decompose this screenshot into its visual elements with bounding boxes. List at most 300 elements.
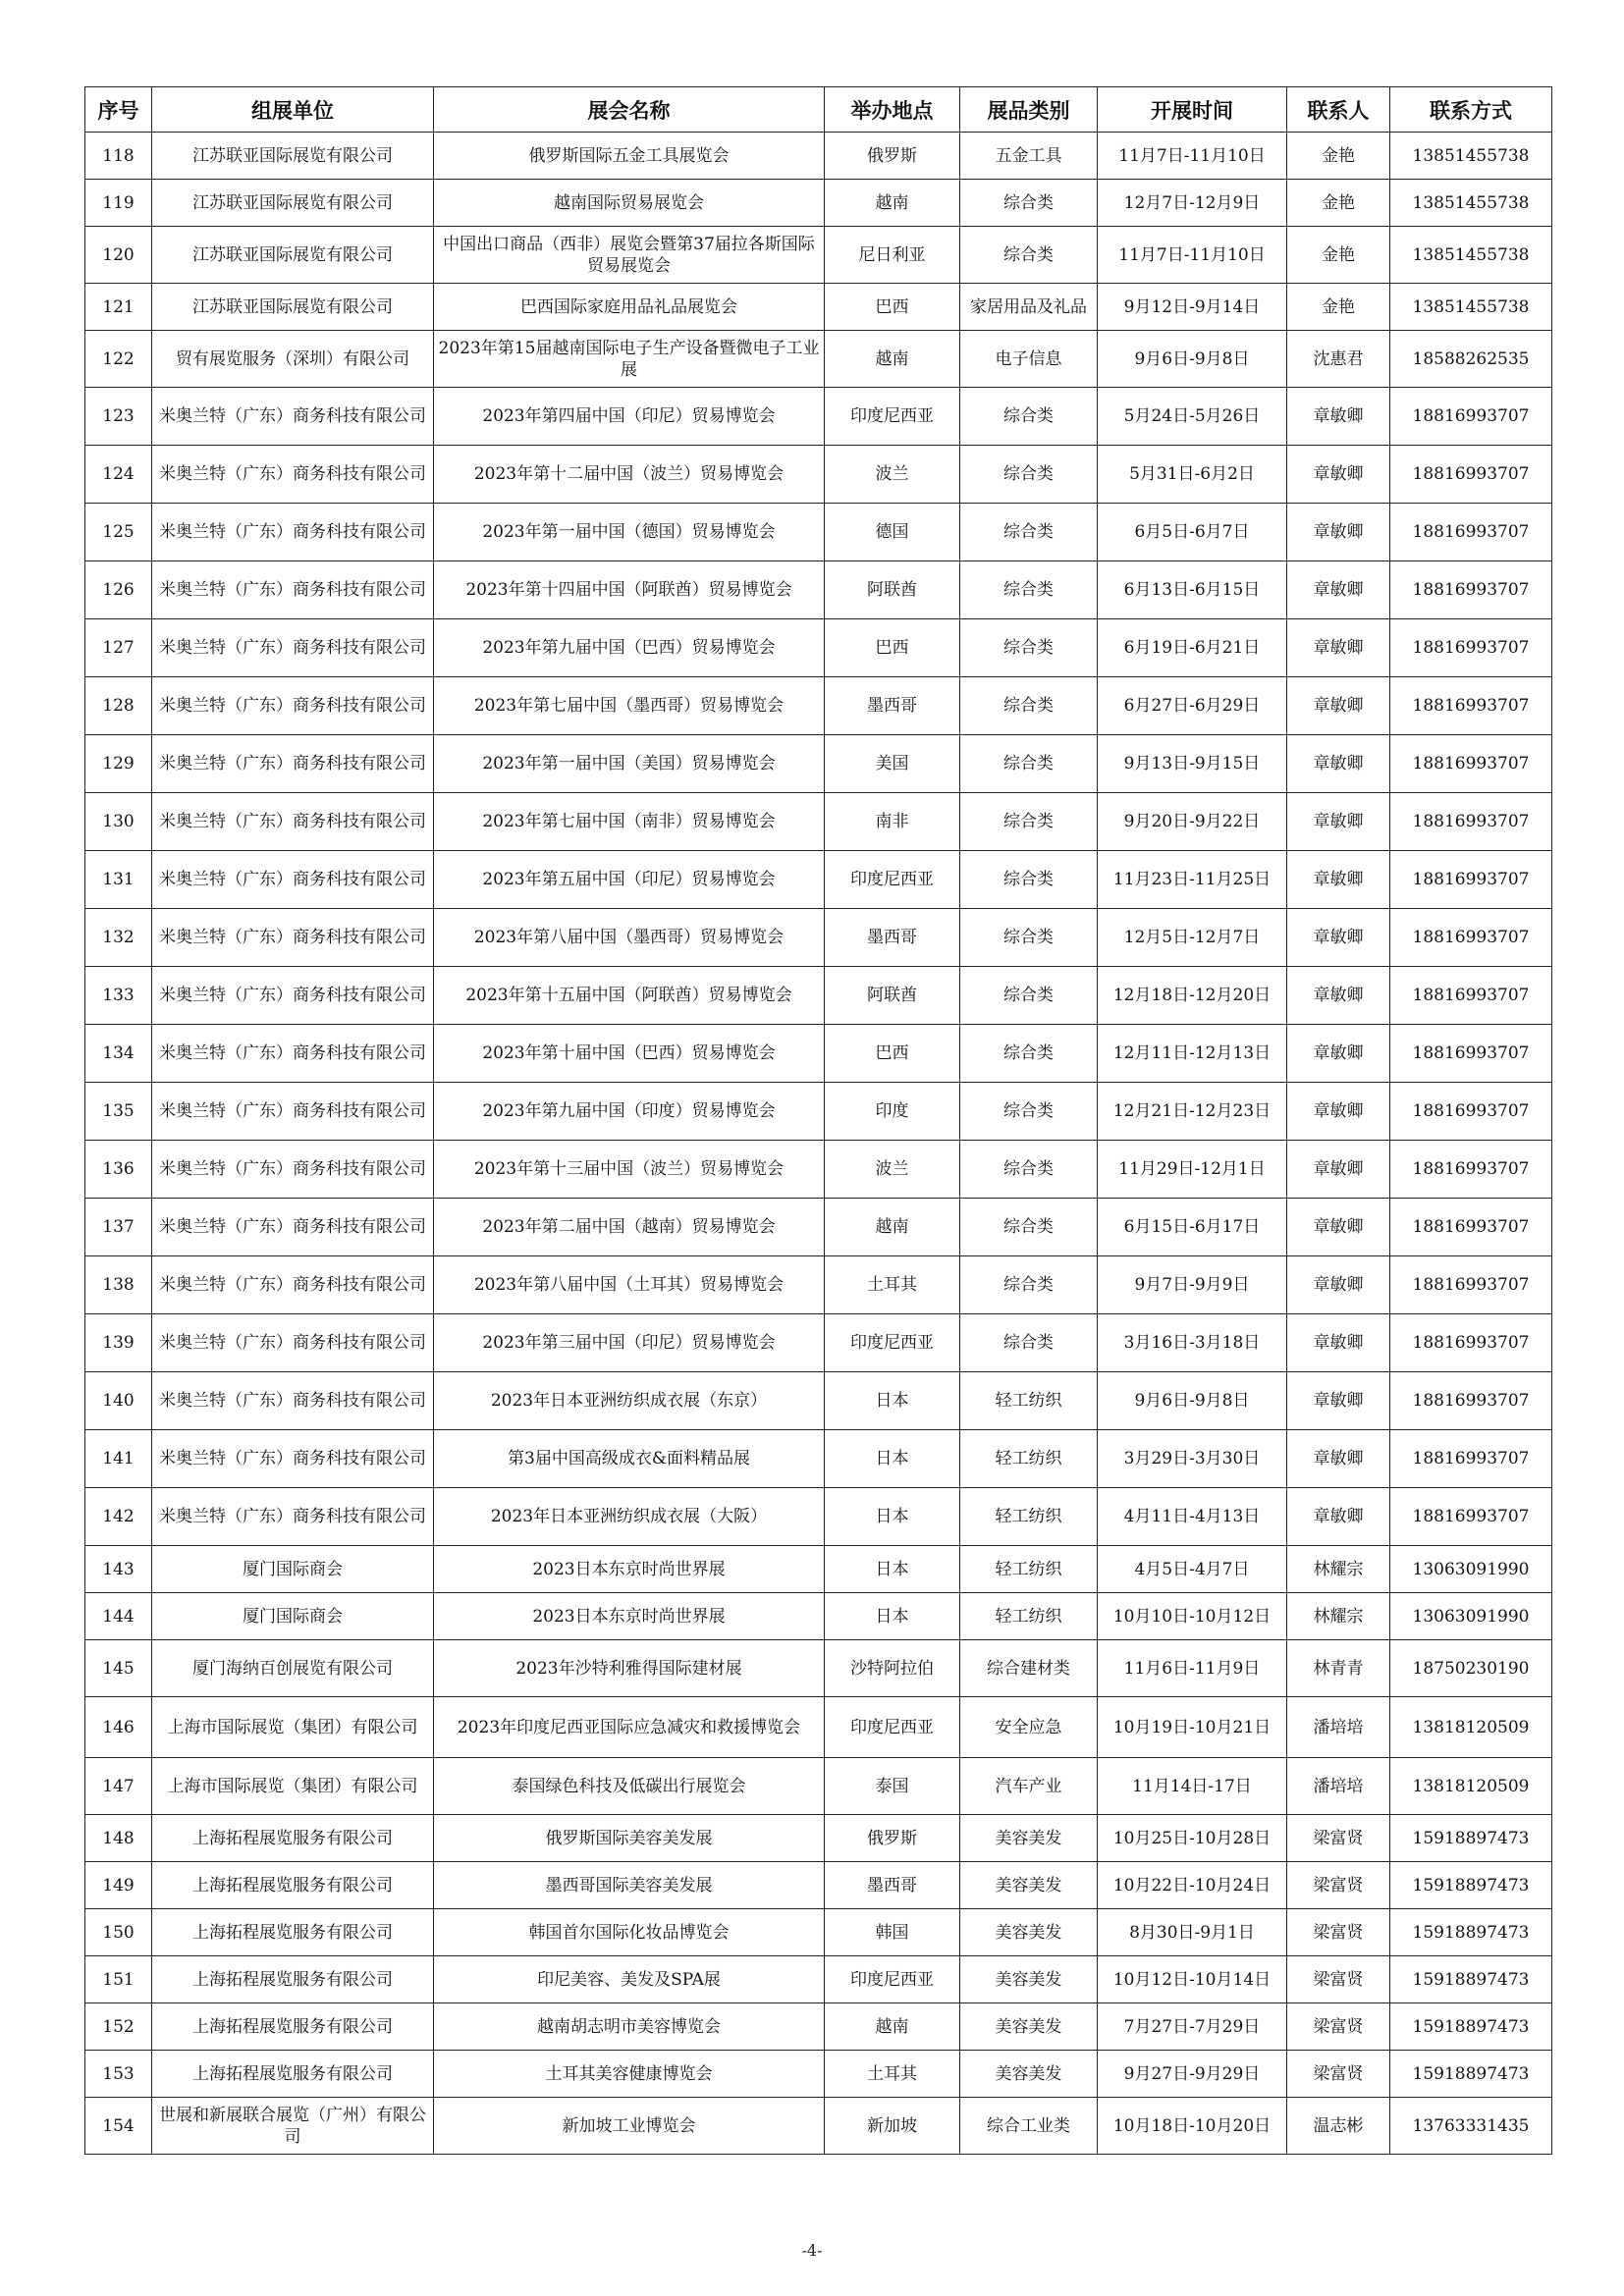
cell-place: 印度尼西亚 bbox=[825, 851, 960, 909]
cell-contact: 章敏卿 bbox=[1287, 388, 1390, 446]
cell-no: 134 bbox=[85, 1025, 152, 1083]
cell-no: 146 bbox=[85, 1697, 152, 1758]
cell-name: 2023年第七届中国（墨西哥）贸易博览会 bbox=[434, 677, 825, 735]
cell-contact: 林耀宗 bbox=[1287, 1593, 1390, 1640]
table-row bbox=[85, 1640, 1552, 1697]
cell-phone: 18816993707 bbox=[1390, 793, 1552, 851]
cell-no: 126 bbox=[85, 561, 152, 619]
cell-no: 130 bbox=[85, 793, 152, 851]
cell-contact: 章敏卿 bbox=[1287, 1314, 1390, 1372]
cell-no: 137 bbox=[85, 1199, 152, 1256]
cell-time: 12月11日-12月13日 bbox=[1098, 1025, 1287, 1083]
cell-time: 5月31日-6月2日 bbox=[1098, 446, 1287, 504]
cell-category: 汽车产业 bbox=[960, 1758, 1098, 1815]
cell-contact: 章敏卿 bbox=[1287, 561, 1390, 619]
cell-contact: 章敏卿 bbox=[1287, 1430, 1390, 1488]
cell-time: 10月22日-10月24日 bbox=[1098, 1862, 1287, 1909]
header-contact: 联系人 bbox=[1287, 87, 1390, 133]
cell-category: 综合类 bbox=[960, 446, 1098, 504]
cell-place: 日本 bbox=[825, 1593, 960, 1640]
cell-time: 4月5日-4月7日 bbox=[1098, 1546, 1287, 1593]
cell-time: 12月18日-12月20日 bbox=[1098, 967, 1287, 1025]
cell-time: 9月6日-9月8日 bbox=[1098, 331, 1287, 388]
cell-time: 11月7日-11月10日 bbox=[1098, 133, 1287, 180]
cell-category: 综合类 bbox=[960, 388, 1098, 446]
cell-org: 米奥兰特（广东）商务科技有限公司 bbox=[152, 1314, 434, 1372]
cell-no: 148 bbox=[85, 1815, 152, 1862]
cell-category: 轻工纺织 bbox=[960, 1488, 1098, 1546]
cell-category: 轻工纺织 bbox=[960, 1372, 1098, 1430]
cell-category: 综合类 bbox=[960, 180, 1098, 227]
cell-name: 2023年第十二届中国（波兰）贸易博览会 bbox=[434, 446, 825, 504]
cell-time: 9月27日-9月29日 bbox=[1098, 2051, 1287, 2098]
cell-name: 2023年第15届越南国际电子生产设备暨微电子工业展 bbox=[434, 331, 825, 388]
cell-phone: 13851455738 bbox=[1390, 133, 1552, 180]
cell-phone: 18816993707 bbox=[1390, 504, 1552, 561]
cell-org: 米奥兰特（广东）商务科技有限公司 bbox=[152, 561, 434, 619]
cell-phone: 18816993707 bbox=[1390, 619, 1552, 677]
cell-no: 127 bbox=[85, 619, 152, 677]
cell-time: 11月6日-11月9日 bbox=[1098, 1640, 1287, 1697]
cell-category: 综合类 bbox=[960, 793, 1098, 851]
cell-org: 米奥兰特（广东）商务科技有限公司 bbox=[152, 1488, 434, 1546]
cell-place: 越南 bbox=[825, 1199, 960, 1256]
cell-org: 米奥兰特（广东）商务科技有限公司 bbox=[152, 504, 434, 561]
cell-time: 10月18日-10月20日 bbox=[1098, 2098, 1287, 2155]
cell-no: 145 bbox=[85, 1640, 152, 1697]
table-row bbox=[85, 1083, 1552, 1141]
cell-place: 墨西哥 bbox=[825, 909, 960, 967]
cell-phone: 13063091990 bbox=[1390, 1546, 1552, 1593]
cell-category: 综合类 bbox=[960, 1256, 1098, 1314]
cell-time: 11月7日-11月10日 bbox=[1098, 227, 1287, 284]
cell-name: 泰国绿色科技及低碳出行展览会 bbox=[434, 1758, 825, 1815]
cell-org: 上海拓程展览服务有限公司 bbox=[152, 2051, 434, 2098]
table-row bbox=[85, 1758, 1552, 1815]
cell-phone: 13818120509 bbox=[1390, 1758, 1552, 1815]
cell-place: 俄罗斯 bbox=[825, 1815, 960, 1862]
cell-name: 2023年第十五届中国（阿联酋）贸易博览会 bbox=[434, 967, 825, 1025]
cell-phone: 18816993707 bbox=[1390, 561, 1552, 619]
cell-time: 12月7日-12月9日 bbox=[1098, 180, 1287, 227]
cell-name: 2023年第十四届中国（阿联酋）贸易博览会 bbox=[434, 561, 825, 619]
cell-time: 10月19日-10月21日 bbox=[1098, 1697, 1287, 1758]
header-row bbox=[85, 87, 1552, 133]
cell-category: 综合建材类 bbox=[960, 1640, 1098, 1697]
table-row bbox=[85, 1815, 1552, 1862]
cell-phone: 15918897473 bbox=[1390, 2003, 1552, 2051]
cell-org: 上海拓程展览服务有限公司 bbox=[152, 1956, 434, 2003]
header-no: 序号 bbox=[85, 87, 152, 133]
cell-phone: 18816993707 bbox=[1390, 1199, 1552, 1256]
cell-name: 2023日本东京时尚世界展 bbox=[434, 1593, 825, 1640]
cell-phone: 13763331435 bbox=[1390, 2098, 1552, 2155]
cell-org: 米奥兰特（广东）商务科技有限公司 bbox=[152, 851, 434, 909]
cell-no: 132 bbox=[85, 909, 152, 967]
table-row bbox=[85, 1593, 1552, 1640]
table-row bbox=[85, 180, 1552, 227]
cell-place: 越南 bbox=[825, 331, 960, 388]
cell-category: 综合类 bbox=[960, 851, 1098, 909]
cell-contact: 梁富贤 bbox=[1287, 1909, 1390, 1956]
cell-no: 119 bbox=[85, 180, 152, 227]
cell-contact: 章敏卿 bbox=[1287, 1141, 1390, 1199]
page-number: -4- bbox=[801, 2241, 823, 2260]
cell-phone: 18816993707 bbox=[1390, 1372, 1552, 1430]
cell-phone: 18588262535 bbox=[1390, 331, 1552, 388]
cell-time: 11月29日-12月1日 bbox=[1098, 1141, 1287, 1199]
cell-name: 2023年第四届中国（印尼）贸易博览会 bbox=[434, 388, 825, 446]
cell-org: 米奥兰特（广东）商务科技有限公司 bbox=[152, 909, 434, 967]
cell-phone: 18816993707 bbox=[1390, 1083, 1552, 1141]
cell-place: 俄罗斯 bbox=[825, 133, 960, 180]
header-category: 展品类别 bbox=[960, 87, 1098, 133]
cell-phone: 18816993707 bbox=[1390, 1488, 1552, 1546]
cell-name: 墨西哥国际美容美发展 bbox=[434, 1862, 825, 1909]
cell-category: 家居用品及礼品 bbox=[960, 284, 1098, 331]
cell-contact: 章敏卿 bbox=[1287, 1199, 1390, 1256]
cell-no: 118 bbox=[85, 133, 152, 180]
cell-place: 土耳其 bbox=[825, 2051, 960, 2098]
table-row bbox=[85, 1909, 1552, 1956]
cell-category: 综合类 bbox=[960, 561, 1098, 619]
cell-place: 阿联酋 bbox=[825, 561, 960, 619]
table-row bbox=[85, 284, 1552, 331]
cell-category: 美容美发 bbox=[960, 2051, 1098, 2098]
cell-phone: 18816993707 bbox=[1390, 1025, 1552, 1083]
cell-no: 147 bbox=[85, 1758, 152, 1815]
cell-no: 123 bbox=[85, 388, 152, 446]
cell-place: 越南 bbox=[825, 2003, 960, 2051]
cell-org: 江苏联亚国际展览有限公司 bbox=[152, 284, 434, 331]
cell-phone: 15918897473 bbox=[1390, 2051, 1552, 2098]
cell-category: 美容美发 bbox=[960, 1815, 1098, 1862]
cell-place: 越南 bbox=[825, 180, 960, 227]
table-row bbox=[85, 1546, 1552, 1593]
cell-name: 越南胡志明市美容博览会 bbox=[434, 2003, 825, 2051]
cell-time: 6月19日-6月21日 bbox=[1098, 619, 1287, 677]
cell-org: 米奥兰特（广东）商务科技有限公司 bbox=[152, 677, 434, 735]
cell-place: 巴西 bbox=[825, 1025, 960, 1083]
cell-name: 2023年第七届中国（南非）贸易博览会 bbox=[434, 793, 825, 851]
cell-time: 5月24日-5月26日 bbox=[1098, 388, 1287, 446]
cell-place: 泰国 bbox=[825, 1758, 960, 1815]
cell-place: 印度尼西亚 bbox=[825, 1314, 960, 1372]
cell-place: 德国 bbox=[825, 504, 960, 561]
cell-phone: 18816993707 bbox=[1390, 909, 1552, 967]
cell-contact: 章敏卿 bbox=[1287, 793, 1390, 851]
cell-no: 149 bbox=[85, 1862, 152, 1909]
cell-phone: 18816993707 bbox=[1390, 388, 1552, 446]
cell-org: 米奥兰特（广东）商务科技有限公司 bbox=[152, 967, 434, 1025]
cell-place: 日本 bbox=[825, 1430, 960, 1488]
cell-contact: 梁富贤 bbox=[1287, 1956, 1390, 2003]
table-row bbox=[85, 561, 1552, 619]
cell-contact: 章敏卿 bbox=[1287, 851, 1390, 909]
cell-no: 150 bbox=[85, 1909, 152, 1956]
cell-name: 2023年日本亚洲纺织成衣展（大阪） bbox=[434, 1488, 825, 1546]
header-org: 组展单位 bbox=[152, 87, 434, 133]
cell-time: 3月16日-3月18日 bbox=[1098, 1314, 1287, 1372]
table-row bbox=[85, 735, 1552, 793]
cell-no: 144 bbox=[85, 1593, 152, 1640]
table-row bbox=[85, 504, 1552, 561]
cell-category: 安全应急 bbox=[960, 1697, 1098, 1758]
cell-place: 美国 bbox=[825, 735, 960, 793]
cell-name: 2023年第五届中国（印尼）贸易博览会 bbox=[434, 851, 825, 909]
cell-place: 日本 bbox=[825, 1488, 960, 1546]
cell-category: 综合类 bbox=[960, 619, 1098, 677]
cell-contact: 章敏卿 bbox=[1287, 1025, 1390, 1083]
cell-contact: 章敏卿 bbox=[1287, 446, 1390, 504]
cell-org: 上海拓程展览服务有限公司 bbox=[152, 1862, 434, 1909]
cell-category: 美容美发 bbox=[960, 2003, 1098, 2051]
cell-category: 综合类 bbox=[960, 909, 1098, 967]
cell-phone: 15918897473 bbox=[1390, 1909, 1552, 1956]
cell-time: 10月10日-10月12日 bbox=[1098, 1593, 1287, 1640]
cell-org: 上海拓程展览服务有限公司 bbox=[152, 2003, 434, 2051]
cell-name: 2023年印度尼西亚国际应急减灾和救援博览会 bbox=[434, 1697, 825, 1758]
table-row bbox=[85, 446, 1552, 504]
cell-name: 俄罗斯国际美容美发展 bbox=[434, 1815, 825, 1862]
cell-place: 南非 bbox=[825, 793, 960, 851]
cell-time: 6月5日-6月7日 bbox=[1098, 504, 1287, 561]
cell-no: 135 bbox=[85, 1083, 152, 1141]
cell-phone: 18816993707 bbox=[1390, 851, 1552, 909]
cell-place: 印度尼西亚 bbox=[825, 1956, 960, 2003]
cell-org: 米奥兰特（广东）商务科技有限公司 bbox=[152, 1430, 434, 1488]
cell-org: 米奥兰特（广东）商务科技有限公司 bbox=[152, 1141, 434, 1199]
cell-org: 江苏联亚国际展览有限公司 bbox=[152, 227, 434, 284]
cell-contact: 章敏卿 bbox=[1287, 967, 1390, 1025]
cell-org: 江苏联亚国际展览有限公司 bbox=[152, 180, 434, 227]
cell-name: 2023年日本亚洲纺织成衣展（东京） bbox=[434, 1372, 825, 1430]
cell-no: 154 bbox=[85, 2098, 152, 2155]
cell-time: 9月20日-9月22日 bbox=[1098, 793, 1287, 851]
cell-contact: 章敏卿 bbox=[1287, 504, 1390, 561]
cell-time: 8月30日-9月1日 bbox=[1098, 1909, 1287, 1956]
cell-place: 墨西哥 bbox=[825, 677, 960, 735]
cell-name: 2023年第一届中国（德国）贸易博览会 bbox=[434, 504, 825, 561]
cell-no: 136 bbox=[85, 1141, 152, 1199]
cell-place: 尼日利亚 bbox=[825, 227, 960, 284]
cell-org: 米奥兰特（广东）商务科技有限公司 bbox=[152, 1372, 434, 1430]
cell-place: 波兰 bbox=[825, 446, 960, 504]
table-row bbox=[85, 677, 1552, 735]
cell-phone: 18816993707 bbox=[1390, 735, 1552, 793]
cell-contact: 温志彬 bbox=[1287, 2098, 1390, 2155]
cell-no: 143 bbox=[85, 1546, 152, 1593]
cell-name: 土耳其美容健康博览会 bbox=[434, 2051, 825, 2098]
cell-org: 上海拓程展览服务有限公司 bbox=[152, 1815, 434, 1862]
table-row bbox=[85, 1862, 1552, 1909]
table-row bbox=[85, 1025, 1552, 1083]
cell-place: 阿联酋 bbox=[825, 967, 960, 1025]
table-row bbox=[85, 1199, 1552, 1256]
cell-no: 120 bbox=[85, 227, 152, 284]
cell-place: 巴西 bbox=[825, 284, 960, 331]
cell-name: 2023年第十三届中国（波兰）贸易博览会 bbox=[434, 1141, 825, 1199]
cell-org: 上海市国际展览（集团）有限公司 bbox=[152, 1758, 434, 1815]
table-row bbox=[85, 967, 1552, 1025]
cell-name: 2023年第一届中国（美国）贸易博览会 bbox=[434, 735, 825, 793]
cell-time: 6月13日-6月15日 bbox=[1098, 561, 1287, 619]
cell-org: 厦门国际商会 bbox=[152, 1546, 434, 1593]
cell-time: 11月23日-11月25日 bbox=[1098, 851, 1287, 909]
cell-category: 五金工具 bbox=[960, 133, 1098, 180]
cell-org: 米奥兰特（广东）商务科技有限公司 bbox=[152, 388, 434, 446]
cell-name: 韩国首尔国际化妆品博览会 bbox=[434, 1909, 825, 1956]
cell-name: 2023年第三届中国（印尼）贸易博览会 bbox=[434, 1314, 825, 1372]
cell-category: 综合类 bbox=[960, 1083, 1098, 1141]
cell-time: 10月25日-10月28日 bbox=[1098, 1815, 1287, 1862]
cell-category: 综合类 bbox=[960, 1025, 1098, 1083]
cell-name: 2023年第八届中国（墨西哥）贸易博览会 bbox=[434, 909, 825, 967]
cell-no: 153 bbox=[85, 2051, 152, 2098]
cell-category: 美容美发 bbox=[960, 1956, 1098, 2003]
cell-no: 122 bbox=[85, 331, 152, 388]
cell-time: 9月6日-9月8日 bbox=[1098, 1372, 1287, 1430]
cell-contact: 梁富贤 bbox=[1287, 1862, 1390, 1909]
cell-category: 轻工纺织 bbox=[960, 1593, 1098, 1640]
cell-place: 巴西 bbox=[825, 619, 960, 677]
cell-org: 米奥兰特（广东）商务科技有限公司 bbox=[152, 1256, 434, 1314]
cell-phone: 18816993707 bbox=[1390, 1141, 1552, 1199]
cell-contact: 沈惠君 bbox=[1287, 331, 1390, 388]
cell-name: 俄罗斯国际五金工具展览会 bbox=[434, 133, 825, 180]
cell-name: 2023年沙特利雅得国际建材展 bbox=[434, 1640, 825, 1697]
table-row bbox=[85, 388, 1552, 446]
cell-contact: 金艳 bbox=[1287, 133, 1390, 180]
cell-time: 6月15日-6月17日 bbox=[1098, 1199, 1287, 1256]
table-row bbox=[85, 133, 1552, 180]
table-row bbox=[85, 1372, 1552, 1430]
cell-no: 128 bbox=[85, 677, 152, 735]
cell-contact: 章敏卿 bbox=[1287, 735, 1390, 793]
cell-contact: 章敏卿 bbox=[1287, 1372, 1390, 1430]
cell-contact: 梁富贤 bbox=[1287, 2003, 1390, 2051]
cell-category: 轻工纺织 bbox=[960, 1546, 1098, 1593]
cell-place: 墨西哥 bbox=[825, 1862, 960, 1909]
cell-contact: 梁富贤 bbox=[1287, 1815, 1390, 1862]
cell-name: 2023年第二届中国（越南）贸易博览会 bbox=[434, 1199, 825, 1256]
cell-name: 2023日本东京时尚世界展 bbox=[434, 1546, 825, 1593]
cell-contact: 章敏卿 bbox=[1287, 677, 1390, 735]
cell-name: 越南国际贸易展览会 bbox=[434, 180, 825, 227]
cell-name: 第3届中国高级成衣&面料精品展 bbox=[434, 1430, 825, 1488]
cell-contact: 章敏卿 bbox=[1287, 1256, 1390, 1314]
table-row bbox=[85, 1488, 1552, 1546]
cell-category: 综合类 bbox=[960, 677, 1098, 735]
cell-contact: 林青青 bbox=[1287, 1640, 1390, 1697]
cell-category: 美容美发 bbox=[960, 1862, 1098, 1909]
table-row bbox=[85, 2051, 1552, 2098]
table-row bbox=[85, 2098, 1552, 2155]
cell-category: 轻工纺织 bbox=[960, 1430, 1098, 1488]
cell-name: 2023年第九届中国（巴西）贸易博览会 bbox=[434, 619, 825, 677]
cell-phone: 18816993707 bbox=[1390, 446, 1552, 504]
cell-place: 印度 bbox=[825, 1083, 960, 1141]
cell-category: 综合类 bbox=[960, 967, 1098, 1025]
cell-no: 129 bbox=[85, 735, 152, 793]
cell-time: 10月12日-10月14日 bbox=[1098, 1956, 1287, 2003]
cell-time: 4月11日-4月13日 bbox=[1098, 1488, 1287, 1546]
cell-phone: 18816993707 bbox=[1390, 967, 1552, 1025]
cell-org: 米奥兰特（广东）商务科技有限公司 bbox=[152, 1199, 434, 1256]
cell-phone: 13063091990 bbox=[1390, 1593, 1552, 1640]
cell-category: 综合工业类 bbox=[960, 2098, 1098, 2155]
cell-no: 139 bbox=[85, 1314, 152, 1372]
cell-time: 11月14日-17日 bbox=[1098, 1758, 1287, 1815]
cell-name: 新加坡工业博览会 bbox=[434, 2098, 825, 2155]
cell-place: 波兰 bbox=[825, 1141, 960, 1199]
cell-contact: 章敏卿 bbox=[1287, 1083, 1390, 1141]
cell-place: 日本 bbox=[825, 1372, 960, 1430]
cell-category: 综合类 bbox=[960, 1314, 1098, 1372]
cell-place: 土耳其 bbox=[825, 1256, 960, 1314]
cell-name: 中国出口商品（西非）展览会暨第37届拉各斯国际贸易展览会 bbox=[434, 227, 825, 284]
cell-time: 6月27日-6月29日 bbox=[1098, 677, 1287, 735]
cell-name: 印尼美容、美发及SPA展 bbox=[434, 1956, 825, 2003]
table-row bbox=[85, 619, 1552, 677]
table-row bbox=[85, 1314, 1552, 1372]
cell-phone: 13851455738 bbox=[1390, 227, 1552, 284]
table-row bbox=[85, 793, 1552, 851]
cell-no: 152 bbox=[85, 2003, 152, 2051]
cell-org: 贸有展览服务（深圳）有限公司 bbox=[152, 331, 434, 388]
cell-no: 124 bbox=[85, 446, 152, 504]
cell-place: 韩国 bbox=[825, 1909, 960, 1956]
cell-category: 综合类 bbox=[960, 504, 1098, 561]
table-row bbox=[85, 1697, 1552, 1758]
cell-phone: 13851455738 bbox=[1390, 284, 1552, 331]
cell-place: 印度尼西亚 bbox=[825, 388, 960, 446]
cell-name: 2023年第十届中国（巴西）贸易博览会 bbox=[434, 1025, 825, 1083]
cell-phone: 13818120509 bbox=[1390, 1697, 1552, 1758]
cell-org: 厦门海纳百创展览有限公司 bbox=[152, 1640, 434, 1697]
cell-time: 3月29日-3月30日 bbox=[1098, 1430, 1287, 1488]
cell-time: 12月21日-12月23日 bbox=[1098, 1083, 1287, 1141]
cell-org: 米奥兰特（广东）商务科技有限公司 bbox=[152, 735, 434, 793]
cell-contact: 金艳 bbox=[1287, 284, 1390, 331]
cell-place: 沙特阿拉伯 bbox=[825, 1640, 960, 1697]
cell-category: 综合类 bbox=[960, 1199, 1098, 1256]
cell-contact: 章敏卿 bbox=[1287, 619, 1390, 677]
cell-name: 2023年第八届中国（土耳其）贸易博览会 bbox=[434, 1256, 825, 1314]
cell-phone: 18816993707 bbox=[1390, 1314, 1552, 1372]
header-phone: 联系方式 bbox=[1390, 87, 1552, 133]
cell-time: 12月5日-12月7日 bbox=[1098, 909, 1287, 967]
cell-org: 米奥兰特（广东）商务科技有限公司 bbox=[152, 1025, 434, 1083]
cell-no: 141 bbox=[85, 1430, 152, 1488]
cell-contact: 金艳 bbox=[1287, 180, 1390, 227]
cell-phone: 18816993707 bbox=[1390, 1430, 1552, 1488]
cell-no: 125 bbox=[85, 504, 152, 561]
table-row bbox=[85, 909, 1552, 967]
cell-time: 9月7日-9月9日 bbox=[1098, 1256, 1287, 1314]
cell-no: 121 bbox=[85, 284, 152, 331]
table-row bbox=[85, 331, 1552, 388]
table-row bbox=[85, 2003, 1552, 2051]
cell-time: 7月27日-7月29日 bbox=[1098, 2003, 1287, 2051]
cell-name: 2023年第九届中国（印度）贸易博览会 bbox=[434, 1083, 825, 1141]
cell-phone: 18816993707 bbox=[1390, 1256, 1552, 1314]
cell-contact: 潘培培 bbox=[1287, 1758, 1390, 1815]
cell-category: 电子信息 bbox=[960, 331, 1098, 388]
cell-phone: 18750230190 bbox=[1390, 1640, 1552, 1697]
cell-phone: 15918897473 bbox=[1390, 1956, 1552, 2003]
cell-category: 综合类 bbox=[960, 735, 1098, 793]
